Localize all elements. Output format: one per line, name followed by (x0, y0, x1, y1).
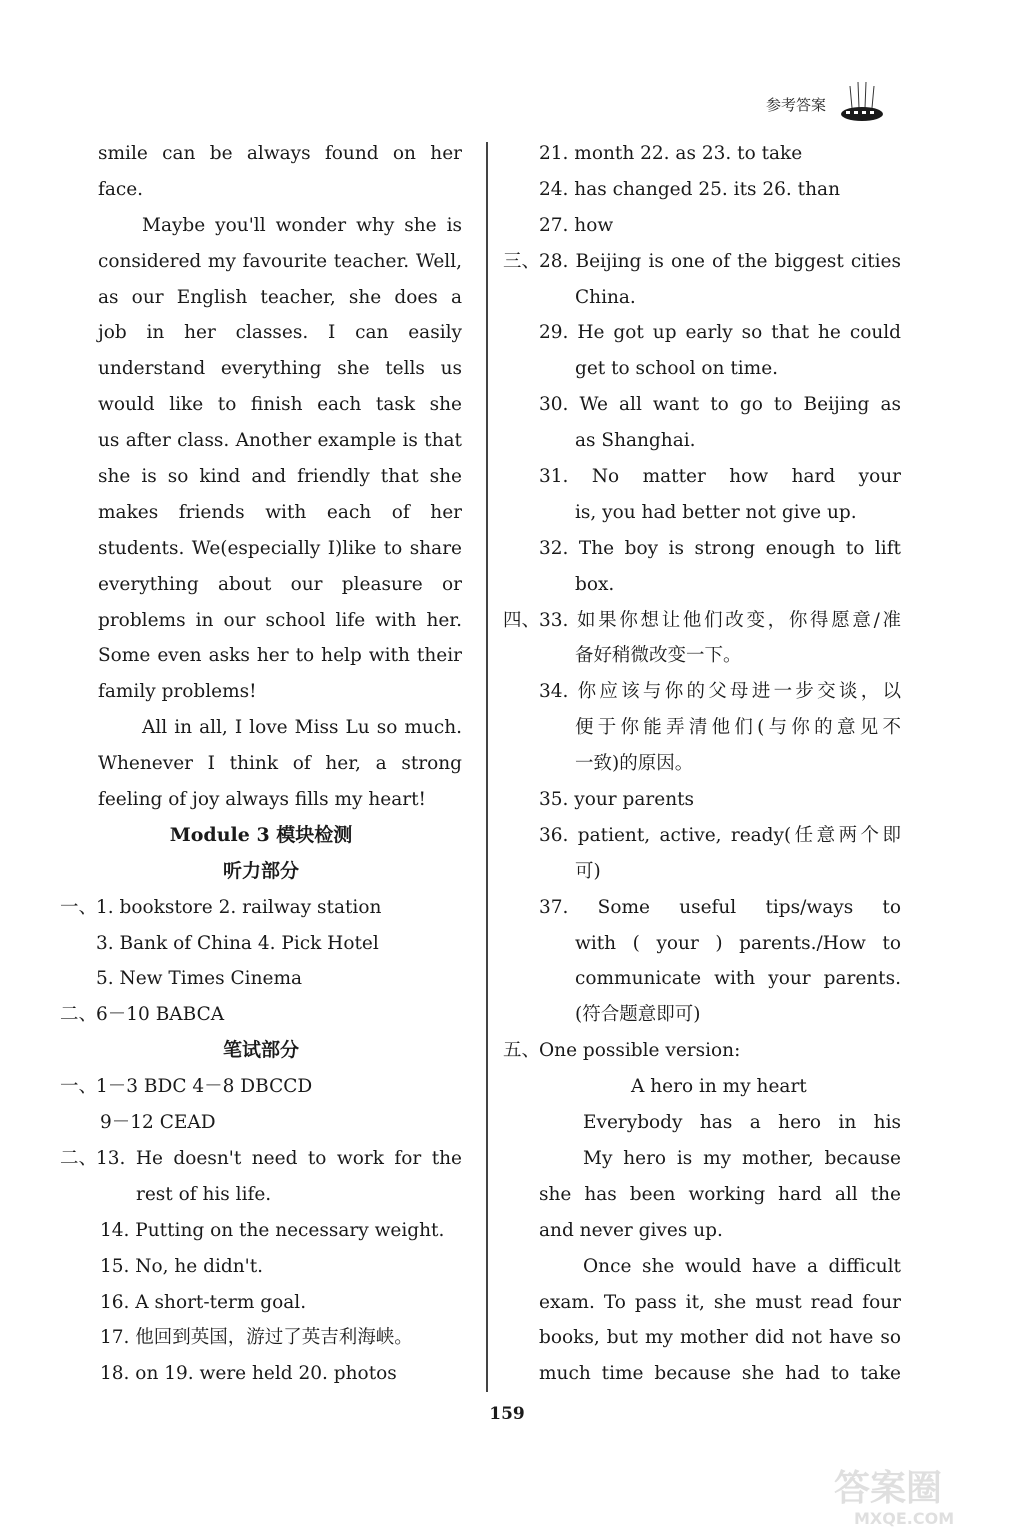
answer-line (503, 1320, 901, 1356)
line-text: as Shanghai. (575, 430, 696, 452)
answer-line (503, 495, 901, 531)
answer-line (60, 782, 462, 818)
answer-line (503, 890, 901, 926)
watermark-logo (814, 1460, 1004, 1530)
line-text: get to school on time. (575, 358, 779, 380)
line-text: communicate with your parents. (575, 968, 901, 990)
answer-line (60, 1105, 462, 1141)
line-text: 9－12 CEAD (100, 1112, 216, 1134)
answer-line (503, 531, 901, 567)
line-text: Everybody has a hero in his (583, 1112, 901, 1134)
answer-line (60, 208, 462, 244)
answer-line (60, 674, 462, 710)
answer-line (60, 926, 462, 962)
answer-line (503, 674, 901, 710)
answer-line (503, 1033, 901, 1069)
answer-line (60, 315, 462, 351)
line-text: smile can be always found on her (98, 143, 462, 164)
line-text: Once she would have a difficult (583, 1255, 901, 1277)
answer-line (503, 459, 901, 495)
answer-line (60, 1213, 462, 1249)
line-text: exam. To pass it, she must read four (539, 1291, 901, 1313)
answer-line (503, 280, 901, 316)
line-text: face. (98, 178, 144, 200)
line-text: 32. The boy is strong enough to lift (539, 537, 901, 559)
answer-line (60, 172, 462, 208)
line-text: 5. New Times Cinema (96, 968, 303, 990)
line-text: family problems! (98, 681, 257, 703)
answer-line (503, 603, 901, 639)
answer-line (503, 244, 901, 280)
line-text: China. (575, 286, 636, 308)
line-text: 34. 你应该与你的父母进一步交谈，以 (539, 681, 901, 703)
page-header (766, 92, 906, 132)
line-text: 3. Bank of China 4. Pick Hotel (96, 932, 379, 954)
answer-line (60, 1356, 462, 1392)
line-text: Whenever I think of her, a strong (98, 753, 462, 775)
answer-line (60, 961, 462, 997)
line-text: 31. No matter how hard your (539, 466, 901, 488)
answer-line (503, 351, 901, 387)
line-text: rest of his life. (136, 1183, 272, 1205)
line-text: 15. No, he didn't. (100, 1255, 264, 1277)
answer-line (503, 782, 901, 818)
section-marker: 一、 (60, 1076, 98, 1098)
answer-line (503, 854, 901, 890)
answer-line (503, 1069, 901, 1105)
line-text: 35. your parents (539, 789, 695, 811)
section-marker: 二、 (60, 1004, 98, 1026)
answer-line (60, 1177, 462, 1213)
answer-line (503, 172, 901, 208)
answer-line (503, 208, 901, 244)
line-text: 27. how (539, 214, 614, 236)
line-text: and never gives up. (539, 1219, 723, 1241)
section-heading: Module 3 模块检测 (169, 823, 353, 846)
answer-line (503, 997, 901, 1033)
answer-line (503, 638, 901, 674)
line-text: 1. bookstore 2. railway station (96, 896, 382, 918)
line-text: feeling of joy always fills my heart! (98, 789, 426, 811)
line-text: everything about our pleasure or (98, 573, 462, 595)
line-text: problems in our school life with her. (98, 609, 462, 631)
answer-line (503, 387, 901, 423)
answer-line (60, 1141, 462, 1177)
answer-line (60, 244, 462, 280)
answer-line (60, 531, 462, 567)
line-text: One possible version: (539, 1040, 741, 1062)
section-marker: 四、 (503, 609, 541, 631)
line-text: 21. month 22. as 23. to take (539, 143, 803, 164)
line-text: 29. He got up early so that he could (539, 322, 901, 344)
answer-line (503, 315, 901, 351)
line-text: All in all, I love Miss Lu so much. (142, 717, 462, 739)
line-text: (符合题意即可) (575, 1004, 701, 1026)
line-text: makes friends with each of her (98, 501, 462, 523)
watermark-text: 答案圈 (834, 1468, 943, 1509)
right-column (503, 136, 901, 1392)
line-text: 一致)的原因。 (575, 753, 694, 775)
line-text: box. (575, 573, 615, 595)
line-text: 1－3 BDC 4－8 DBCCD (96, 1076, 313, 1098)
answer-line (503, 818, 901, 854)
answer-line (60, 280, 462, 316)
line-text: us after class. Another example is that (98, 430, 462, 452)
answer-line (60, 136, 462, 172)
answer-line (503, 1105, 901, 1141)
answer-line (60, 603, 462, 639)
answer-line (503, 1285, 901, 1321)
answer-line (503, 710, 901, 746)
answer-line (60, 890, 462, 926)
answer-line (60, 997, 462, 1033)
answer-line (60, 1249, 462, 1285)
line-text: is, you had better not give up. (575, 501, 857, 523)
line-text: 17. 他回到英国，游过了英吉利海峡。 (100, 1327, 413, 1349)
line-text: 28. Beijing is one of the biggest cities (539, 250, 901, 272)
answer-line (503, 746, 901, 782)
line-text: 18. on 19. were held 20. photos (100, 1363, 397, 1385)
section-marker: 三、 (503, 250, 541, 272)
line-text: 可) (575, 860, 601, 882)
answer-line (503, 423, 901, 459)
answer-line (503, 567, 901, 603)
line-text: 37. Some useful tips/ways to (539, 896, 901, 918)
answer-line (60, 1069, 462, 1105)
line-text: Some even asks her to help with their (98, 645, 462, 667)
answer-line (60, 423, 462, 459)
header-label: 参考答案 (766, 96, 827, 114)
line-text: 便于你能弄清他们(与你的意见不 (575, 717, 901, 739)
line-text: A hero in my heart (631, 1076, 807, 1098)
answer-line (60, 638, 462, 674)
line-text: she is so kind and friendly that she (98, 466, 462, 488)
line-text: students. We(especially I)like to share (98, 537, 462, 559)
section-marker: 五、 (503, 1040, 541, 1062)
line-text: considered my favourite teacher. Well, (98, 250, 462, 272)
answer-line (60, 1320, 462, 1356)
line-text: with ( your ) parents./How to (575, 932, 901, 954)
answer-line (60, 495, 462, 531)
line-text: 24. has changed 25. its 26. than (539, 178, 840, 200)
line-text: understand everything she tells us (98, 358, 462, 380)
section-marker: 二、 (60, 1147, 98, 1169)
line-text: 30. We all want to go to Beijing as (539, 394, 901, 416)
book-ornament-icon (840, 78, 884, 124)
line-text: 33. 如果你想让他们改变，你得愿意/准 (539, 609, 901, 631)
line-text: she has been working hard all the (539, 1183, 901, 1205)
answer-line (60, 1285, 462, 1321)
answer-line (503, 1177, 901, 1213)
line-text: would like to finish each task she (98, 394, 462, 416)
answer-line (503, 961, 901, 997)
line-text: 36. patient, active, ready(任意两个即 (539, 824, 901, 846)
line-text: 6－10 BABCA (96, 1004, 225, 1026)
answer-line (60, 387, 462, 423)
section-heading: 听力部分 (222, 859, 299, 882)
answer-line (60, 710, 462, 746)
line-text: Maybe you'll wonder why she is (142, 214, 462, 236)
line-text: 16. A short-term goal. (100, 1291, 307, 1313)
answer-line (503, 1141, 901, 1177)
line-text: 14. Putting on the necessary weight. (100, 1219, 445, 1241)
section-marker: 一、 (60, 896, 98, 918)
left-column (60, 136, 462, 1392)
answer-line (503, 1249, 901, 1285)
answer-line (60, 351, 462, 387)
line-text: job in her classes. I can easily (98, 322, 462, 344)
section-heading: 笔试部分 (222, 1039, 299, 1062)
line-text: 备好稍微改变一下。 (575, 645, 742, 667)
answer-line (60, 567, 462, 603)
answer-line (503, 926, 901, 962)
answer-line (60, 459, 462, 495)
line-text: 13. He doesn't need to work for the (96, 1147, 462, 1169)
line-text: books, but my mother did not have so (539, 1327, 901, 1349)
answer-line (503, 1356, 901, 1392)
column-divider (486, 142, 488, 1392)
watermark-domain: MXQE.COM (854, 1509, 955, 1528)
line-text: as our English teacher, she does a (98, 286, 462, 308)
answer-line (503, 136, 901, 172)
page-number: 159 (489, 1404, 525, 1424)
line-text: much time because she had to take (539, 1363, 901, 1385)
answer-line (503, 1213, 901, 1249)
answer-line (60, 746, 462, 782)
line-text: My hero is my mother, because (583, 1147, 901, 1169)
